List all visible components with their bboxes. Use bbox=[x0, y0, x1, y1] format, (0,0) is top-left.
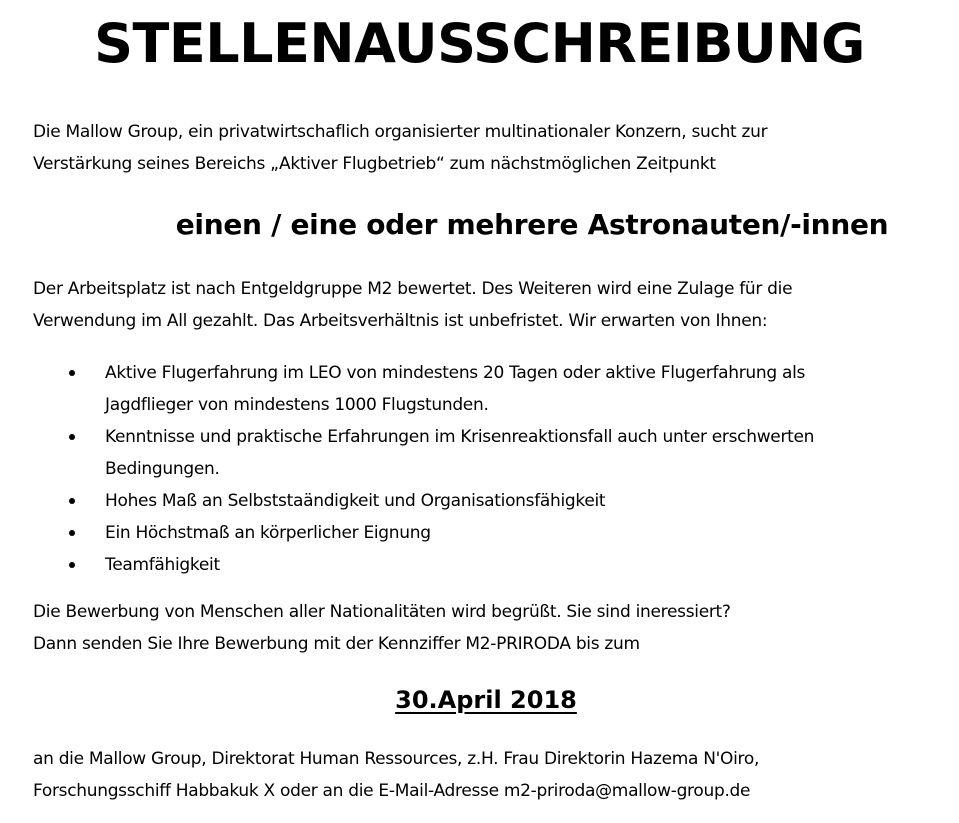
bullet-icon bbox=[69, 530, 75, 536]
requirement-line: Teamfähigkeit bbox=[105, 555, 220, 575]
application-paragraph bbox=[33, 596, 933, 660]
deadline-text: 30.April 2018 bbox=[395, 686, 577, 714]
requirement-line: Ein Höchstmaß an körperlicher Eignung bbox=[105, 523, 431, 543]
position-heading: einen / eine oder mehrere Astronauten/-innen bbox=[175, 208, 889, 241]
bullet-icon bbox=[69, 434, 75, 440]
page-title: STELLENAUSSCHREIBUNG bbox=[94, 12, 865, 75]
deadline-date bbox=[0, 680, 959, 720]
intro-line-1: Die Mallow Group, ein privatwirtschaflich organisierter multinationaler Konzern, sucht zur bbox=[33, 122, 768, 142]
conditions-paragraph bbox=[33, 273, 933, 337]
requirements-list bbox=[33, 357, 933, 581]
contact-line-2: Forschungsschiff Habbakuk X oder an die E-Mail-Adresse m2-priroda@mallow-group.de bbox=[33, 781, 751, 801]
requirement-line: Kenntnisse und praktische Erfahrungen im Krisenreaktionsfall auch unter erschwerten bbox=[105, 427, 815, 447]
application-line-2: Dann senden Sie Ihre Bewerbung mit der Kennziffer M2-PRIRODA bis zum bbox=[33, 634, 640, 654]
intro-line-2: Verstärkung seines Bereichs „Aktiver Flugbetrieb“ zum nächstmöglichen Zeitpunkt bbox=[33, 154, 716, 174]
requirement-item bbox=[33, 549, 933, 581]
contact-paragraph bbox=[33, 743, 933, 807]
bullet-icon bbox=[69, 562, 75, 568]
requirement-item bbox=[33, 421, 933, 485]
contact-line-1: an die Mallow Group, Direktorat Human Ressources, z.H. Frau Direktorin Hazema N'Oiro, bbox=[33, 749, 760, 769]
requirement-item bbox=[33, 485, 933, 517]
application-line-1: Die Bewerbung von Menschen aller Nationalitäten wird begrüßt. Sie sind ineressiert? bbox=[33, 602, 731, 622]
bullet-icon bbox=[69, 370, 75, 376]
requirement-line: Jagdflieger von mindestens 1000 Flugstunden. bbox=[105, 395, 489, 415]
requirement-item bbox=[33, 517, 933, 549]
intro-paragraph bbox=[33, 116, 933, 180]
requirement-line: Bedingungen. bbox=[105, 459, 220, 479]
conditions-line-1: Der Arbeitsplatz ist nach Entgeldgruppe M2 bewertet. Des Weiteren wird eine Zulage für die bbox=[33, 279, 793, 299]
requirement-line: Hohes Maß an Selbststaändigkeit und Organisationsfähigkeit bbox=[105, 491, 606, 511]
conditions-line-2: Verwendung im All gezahlt. Das Arbeitsverhältnis ist unbefristet. Wir erwarten von Ihnen: bbox=[33, 311, 768, 331]
requirement-line: Aktive Flugerfahrung im LEO von mindestens 20 Tagen oder aktive Flugerfahrung als bbox=[105, 363, 806, 383]
requirement-item bbox=[33, 357, 933, 421]
bullet-icon bbox=[69, 498, 75, 504]
